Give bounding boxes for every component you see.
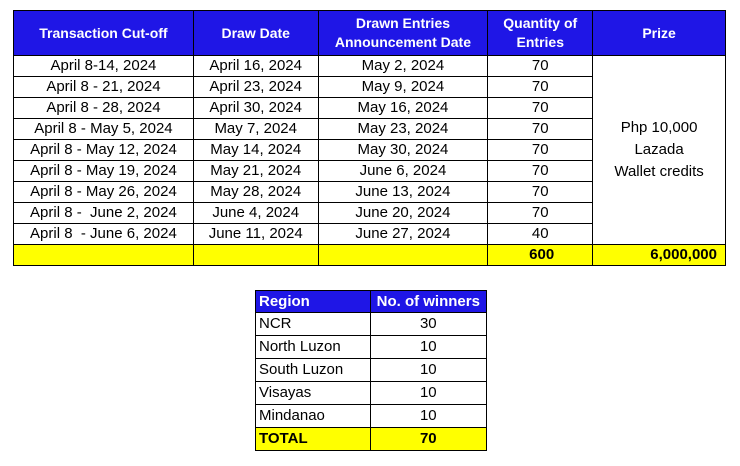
region-name: NCR bbox=[256, 313, 371, 336]
announcement-date-cell: June 13, 2024 bbox=[318, 182, 488, 203]
cutoff-cell: April 8 - May 12, 2024 bbox=[14, 140, 194, 161]
region-total-row bbox=[256, 428, 487, 451]
quantity-cell: 70 bbox=[488, 140, 593, 161]
quantity-cell: 70 bbox=[488, 161, 593, 182]
announcement-date-cell: May 16, 2024 bbox=[318, 98, 488, 119]
region-name: South Luzon bbox=[256, 359, 371, 382]
draw-date-cell: April 23, 2024 bbox=[193, 77, 318, 98]
totals-empty-cell bbox=[14, 245, 194, 266]
quantity-cell: 40 bbox=[488, 224, 593, 245]
cutoff-cell: April 8 - June 2, 2024 bbox=[14, 203, 194, 224]
winners-count: 10 bbox=[370, 405, 486, 428]
table-row bbox=[256, 405, 487, 428]
draw-date-cell: April 16, 2024 bbox=[193, 56, 318, 77]
cutoff-cell: April 8 - 28, 2024 bbox=[14, 98, 194, 119]
draw-schedule-table bbox=[13, 10, 726, 266]
table-row bbox=[14, 56, 726, 77]
announcement-date-cell: May 30, 2024 bbox=[318, 140, 488, 161]
quantity-cell: 70 bbox=[488, 119, 593, 140]
header-region: Region bbox=[256, 291, 371, 313]
header-quantity-of-entries: Quantity of Entries bbox=[488, 11, 593, 56]
header-draw-date: Draw Date bbox=[193, 11, 318, 56]
winners-count: 10 bbox=[370, 359, 486, 382]
quantity-cell: 70 bbox=[488, 203, 593, 224]
total-quantity: 600 bbox=[488, 245, 593, 266]
prize-description: Php 10,000 Lazada Wallet credits bbox=[593, 56, 726, 245]
announcement-date-cell: May 9, 2024 bbox=[318, 77, 488, 98]
region-name: Visayas bbox=[256, 382, 371, 405]
announcement-date-cell: May 23, 2024 bbox=[318, 119, 488, 140]
draw-date-cell: June 4, 2024 bbox=[193, 203, 318, 224]
totals-row bbox=[14, 245, 726, 266]
header-transaction-cutoff: Transaction Cut-off bbox=[14, 11, 194, 56]
draw-date-cell: May 14, 2024 bbox=[193, 140, 318, 161]
draw-date-cell: June 11, 2024 bbox=[193, 224, 318, 245]
table-row bbox=[256, 382, 487, 405]
draw-date-cell: April 30, 2024 bbox=[193, 98, 318, 119]
announcement-date-cell: May 2, 2024 bbox=[318, 56, 488, 77]
region-header-row bbox=[256, 291, 487, 313]
quantity-cell: 70 bbox=[488, 56, 593, 77]
announcement-date-cell: June 27, 2024 bbox=[318, 224, 488, 245]
cutoff-cell: April 8-14, 2024 bbox=[14, 56, 194, 77]
quantity-cell: 70 bbox=[488, 182, 593, 203]
table-row bbox=[256, 336, 487, 359]
winners-count: 30 bbox=[370, 313, 486, 336]
region-name: North Luzon bbox=[256, 336, 371, 359]
region-name: Mindanao bbox=[256, 405, 371, 428]
winners-count: 10 bbox=[370, 382, 486, 405]
draw-date-cell: May 21, 2024 bbox=[193, 161, 318, 182]
schedule-header-row bbox=[14, 11, 726, 56]
region-winners-table bbox=[255, 290, 487, 451]
quantity-cell: 70 bbox=[488, 98, 593, 119]
cutoff-cell: April 8 - May 26, 2024 bbox=[14, 182, 194, 203]
cutoff-cell: April 8 - May 5, 2024 bbox=[14, 119, 194, 140]
table-row bbox=[256, 359, 487, 382]
total-winners: 70 bbox=[370, 428, 486, 451]
cutoff-cell: April 8 - 21, 2024 bbox=[14, 77, 194, 98]
announcement-date-cell: June 6, 2024 bbox=[318, 161, 488, 182]
total-label: TOTAL bbox=[256, 428, 371, 451]
total-prize: 6,000,000 bbox=[593, 245, 726, 266]
header-no-of-winners: No. of winners bbox=[370, 291, 486, 313]
draw-date-cell: May 28, 2024 bbox=[193, 182, 318, 203]
header-announcement-date: Drawn Entries Announcement Date bbox=[318, 11, 488, 56]
table-row bbox=[256, 313, 487, 336]
totals-empty-cell bbox=[193, 245, 318, 266]
totals-empty-cell bbox=[318, 245, 488, 266]
quantity-cell: 70 bbox=[488, 77, 593, 98]
announcement-date-cell: June 20, 2024 bbox=[318, 203, 488, 224]
cutoff-cell: April 8 - May 19, 2024 bbox=[14, 161, 194, 182]
header-prize: Prize bbox=[593, 11, 726, 56]
winners-count: 10 bbox=[370, 336, 486, 359]
cutoff-cell: April 8 - June 6, 2024 bbox=[14, 224, 194, 245]
draw-date-cell: May 7, 2024 bbox=[193, 119, 318, 140]
